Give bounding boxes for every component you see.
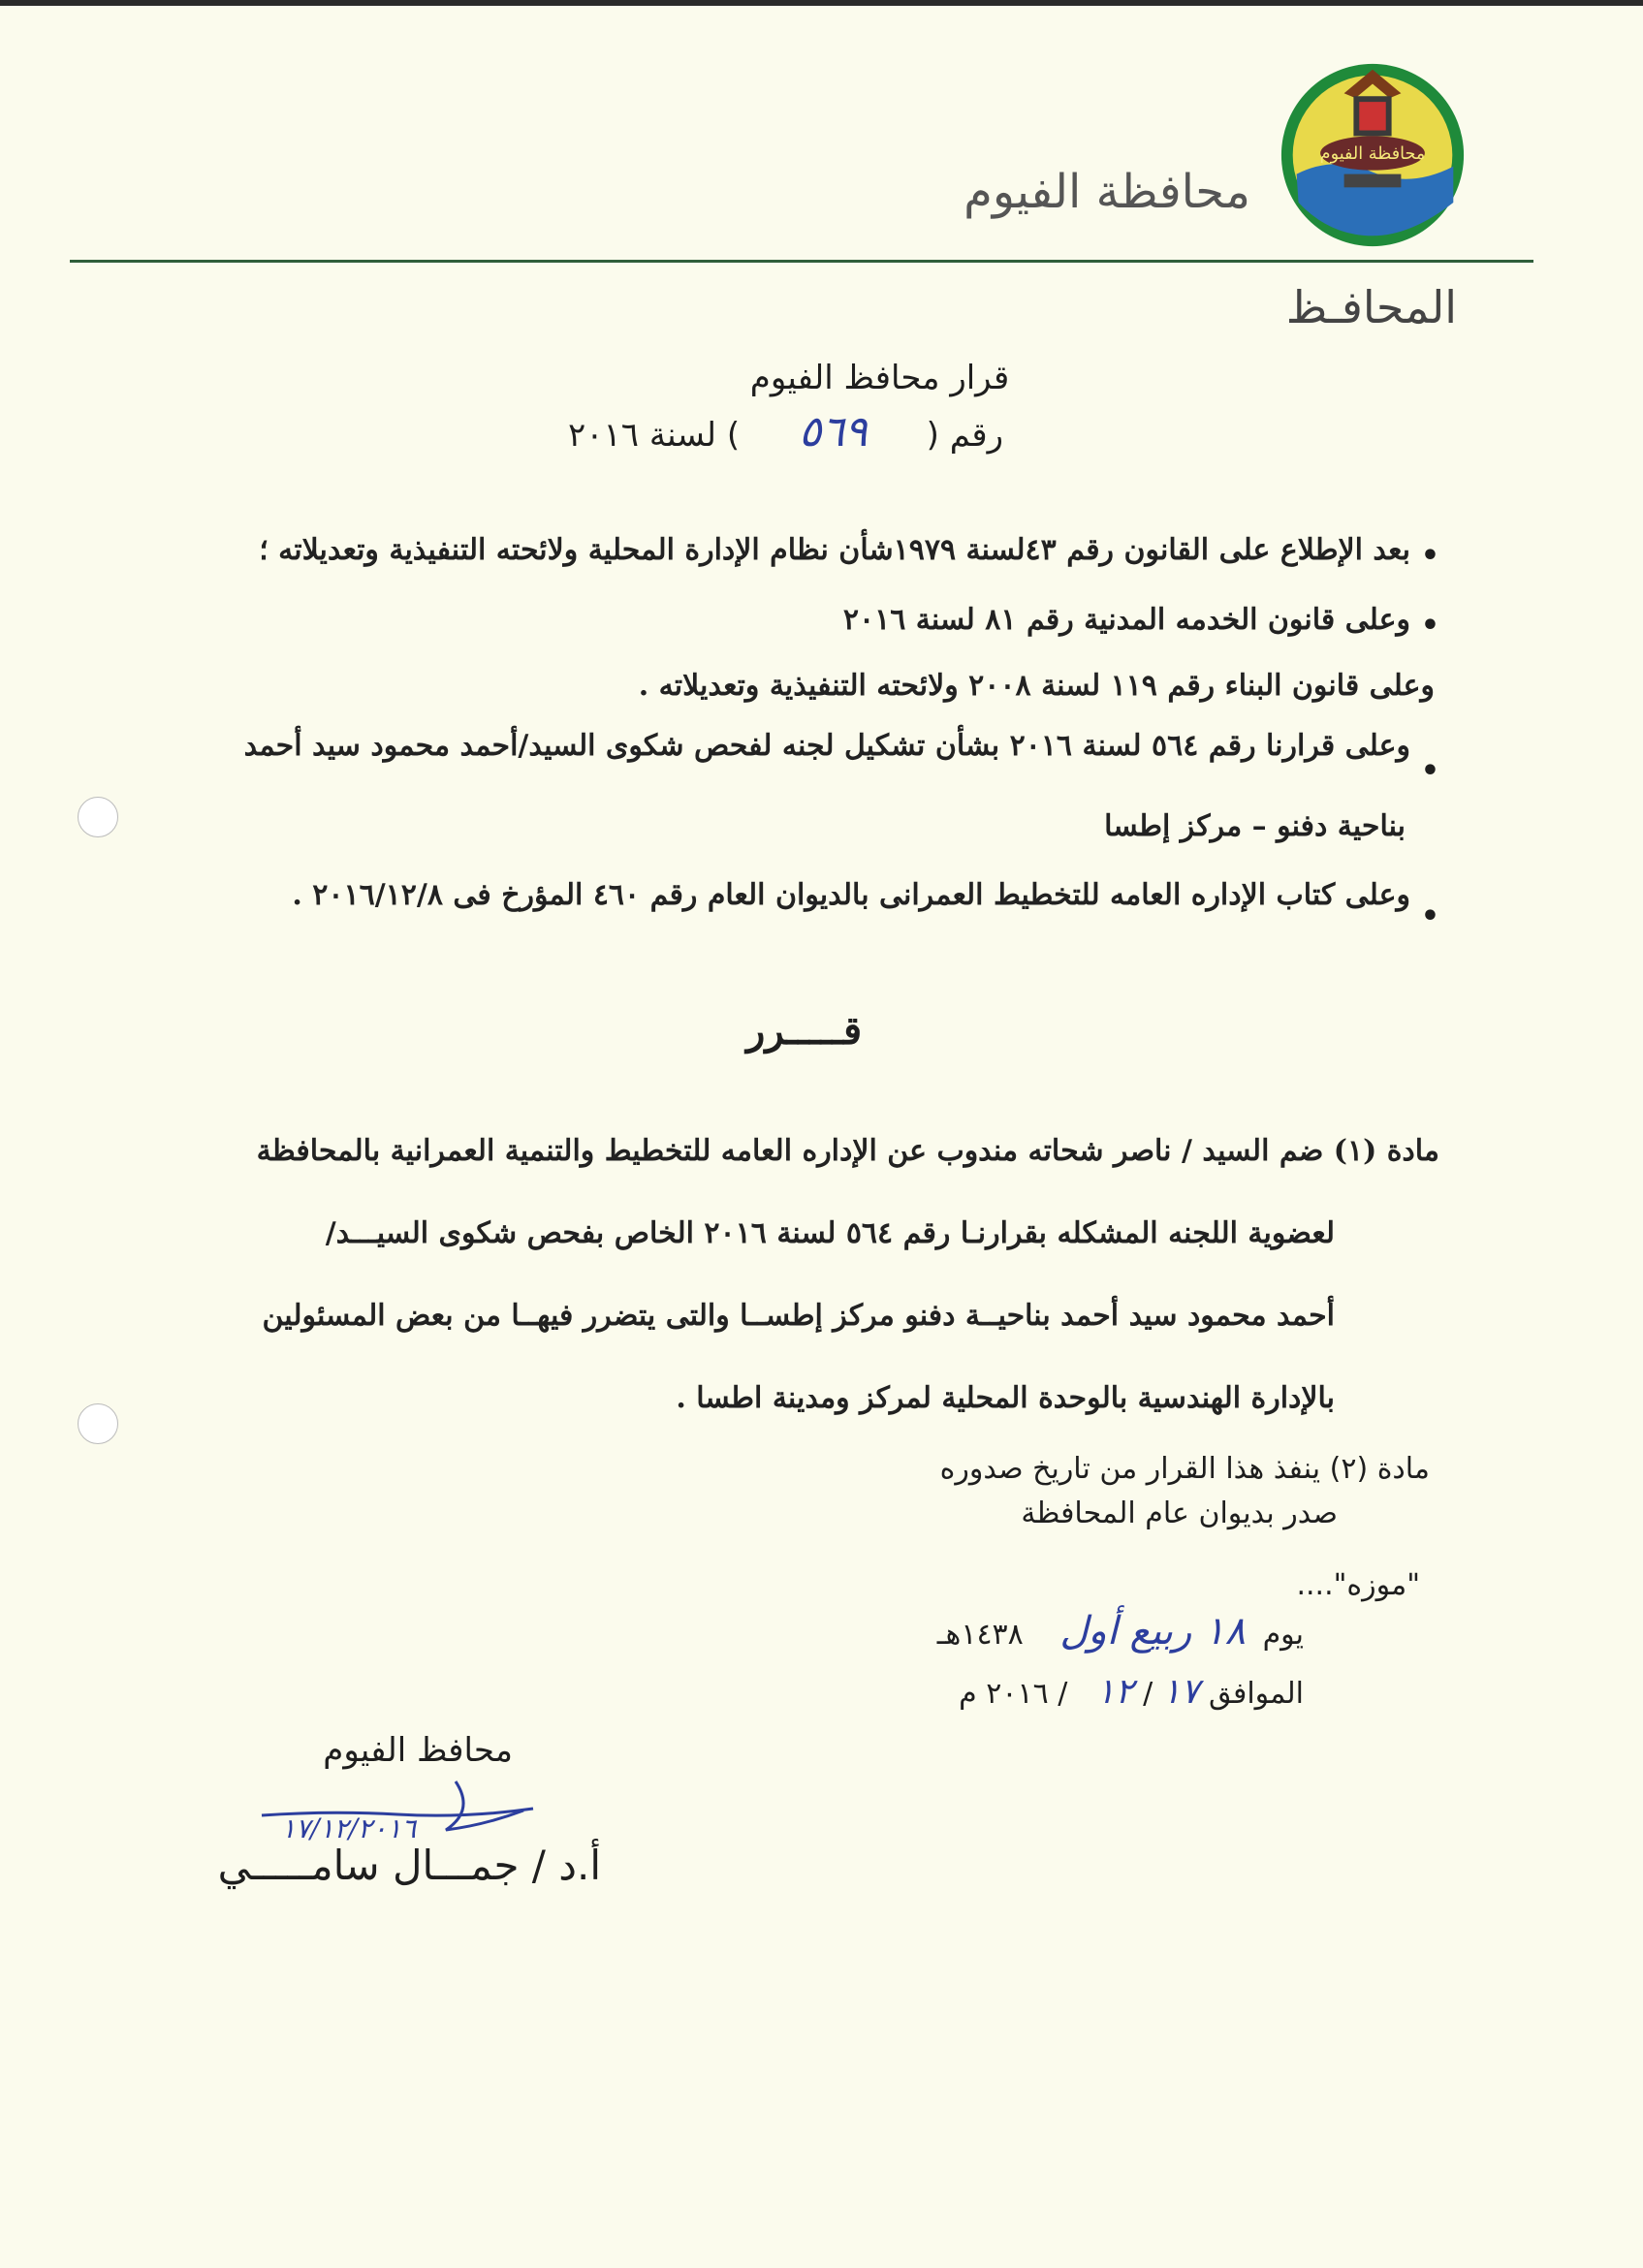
article2-text: مادة (٢) ينفذ هذا القرار من تاريخ صدوره — [939, 1452, 1430, 1486]
signature-scribble — [252, 1772, 543, 1849]
signatory-title: محافظ الفيوم — [323, 1731, 513, 1770]
signatory-name: أ.د / جمـــال سامـــــي — [217, 1842, 601, 1889]
bullet: • — [1420, 609, 1439, 643]
governorate-name: محافظة الفيوم — [964, 165, 1250, 219]
governorate-logo — [1278, 60, 1468, 250]
preamble-line: بعد الإطلاع على القانون رقم ٤٣لسنة ١٩٧٩شأن نظام الإدارة المحلية ولائحته التنفيذية وتعديلاته ؛ — [259, 533, 1410, 567]
greg-day: ١٧ — [1161, 1672, 1200, 1712]
article1-line: أحمد محمود سيد أحمد بناحيــة دفنو مركز إطســا والتى يتضرر فيهــا من بعض المسئولين — [262, 1299, 1335, 1333]
hijri-date-line — [937, 1609, 1304, 1654]
preamble-line: وعلى كتاب الإداره العامه للتخطيط العمرانى بالديوان العام رقم ٤٦٠ المؤرخ فى ٢٠١٦/١٢/٨ . — [292, 878, 1410, 912]
handwritten-signature-date: ١٧/١٢/٢٠١٦ — [281, 1812, 417, 1844]
punch-hole-top — [78, 797, 118, 837]
gregorian-date-line — [959, 1672, 1304, 1712]
hijri-handwritten: ١٨ ربيع أول — [1059, 1609, 1247, 1654]
greg-year: / ٢٠١٦ م — [959, 1677, 1068, 1711]
bullet: • — [1420, 754, 1439, 788]
office-label: المحافـظ — [1285, 281, 1457, 333]
hijri-year: ١٤٣٨هـ — [936, 1618, 1024, 1652]
number-suffix: ) لسنة ٢٠١٦ — [567, 416, 741, 455]
punch-hole-bottom — [78, 1403, 118, 1444]
number-prefix: رقم ( — [926, 416, 1003, 455]
preamble-line: وعلى قرارنا رقم ٥٦٤ لسنة ٢٠١٦ بشأن تشكيل لجنه لفحص شكوى السيد/أحمد محمود سيد أحمد — [243, 729, 1410, 763]
header-divider — [70, 260, 1533, 263]
logo-text: محافظة الفيوم — [1319, 143, 1426, 164]
scan-edge — [0, 0, 1643, 6]
bullet: • — [1420, 899, 1439, 933]
preamble-line: بناحية دفنو – مركز إطسا — [1104, 809, 1406, 843]
article1-line: بالإدارة الهندسية بالوحدة المحلية لمركز ومدينة اطسا . — [676, 1381, 1335, 1415]
handwritten-number: ٥٦٩ — [798, 407, 868, 457]
greg-month: ١٢ — [1095, 1672, 1134, 1712]
decree-title: قرار محافظ الفيوم — [749, 359, 1010, 397]
decree-number-line — [568, 407, 1003, 457]
slash: / — [1133, 1677, 1153, 1711]
decided-heading: قـــــرر — [746, 1008, 863, 1054]
greg-prefix: الموافق — [1208, 1677, 1304, 1711]
preamble-line: وعلى قانون البناء رقم ١١٩ لسنة ٢٠٠٨ ولائحته التنفيذية وتعديلاته . — [638, 669, 1435, 703]
hijri-prefix: يوم — [1262, 1618, 1304, 1652]
preamble-line: وعلى قانون الخدمه المدنية رقم ٨١ لسنة ٢٠١٦ — [842, 603, 1410, 637]
article1-line: مادة (١) ضم السيد / ناصر شحاته مندوب عن الإداره العامه للتخطيط والتنمية العمرانية بالمحافظة — [256, 1134, 1439, 1168]
article1-line: لعضوية اللجنه المشكله بقرارنـا رقم ٥٦٤ لسنة ٢٠١٦ الخاص بفحص شكوى السيـــد/ — [325, 1216, 1335, 1250]
issued-line: صدر بديوان عام المحافظة — [1021, 1496, 1338, 1530]
distribution-note: "موزه".... — [1296, 1568, 1420, 1602]
bullet: • — [1420, 539, 1439, 573]
